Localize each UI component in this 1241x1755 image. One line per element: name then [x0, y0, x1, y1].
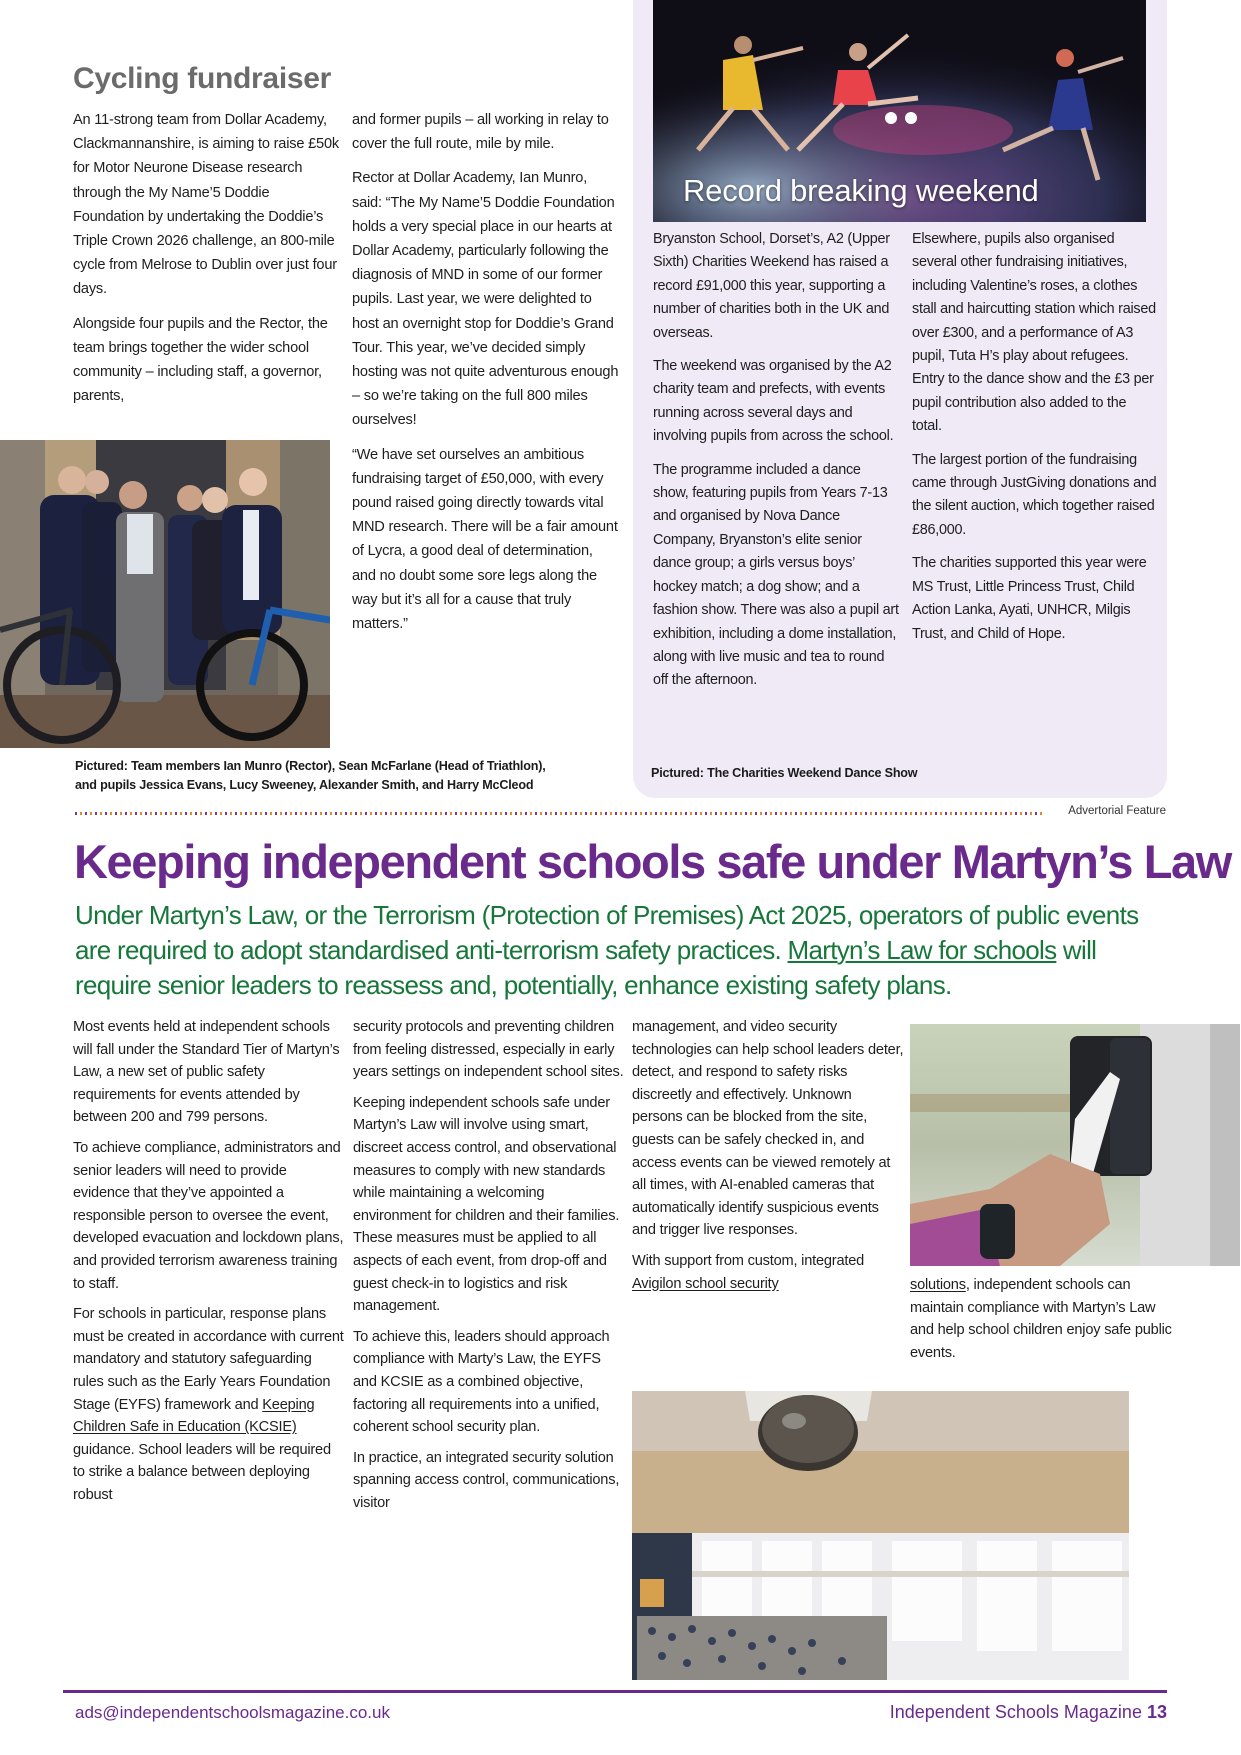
record-article-column-2 [912, 228, 1158, 646]
paragraph: and former pupils – all working in relay to cover the full route, mile by mile. [352, 112, 609, 153]
access-control-photo [910, 1024, 1240, 1266]
paragraph: The charities supported this year were MS Trust, Little Princess Trust, Child Action Lanka, Ayati, UNHCR, Milgis Trust, and Child of Hope. [912, 555, 1147, 642]
footer-rule [63, 1690, 1167, 1693]
martyns-law-column-1 [73, 1016, 345, 1506]
paragraph [632, 1250, 904, 1295]
martyns-law-for-schools-link[interactable]: Martyn’s Law for schools [787, 935, 1057, 965]
paragraph: The weekend was organised by the A2 charity team and prefects, with events running across several days and involving pupils from across the school. [653, 358, 894, 445]
paragraph: To achieve this, leaders should approach compliance with Marty’s Law, the EYFS and KCSIE as a combined objective, factoring all requirements into a unified, coherent school security plan. [353, 1328, 610, 1436]
martyns-law-column-4 [910, 1274, 1180, 1364]
paragraph: Elsewhere, pupils also organised several other fundraising initiatives, including Valentine’s roses, a clothes stall and haircutting station which raised over £300, and a performance of A3 pupil, Tuta H’s play about refugees. Entry to the dance show and the £3 per pupil contribution also added to the total. [912, 231, 1156, 435]
dotted-divider [75, 812, 1045, 815]
dance-show-photo [653, 0, 1146, 222]
paragraph-text: For schools in particular, response plans must be created in accordance with current mandatory and statutory safeguarding rules such as the Early Years Foundation Stage (EYFS) framework and [73, 1306, 344, 1413]
cycling-article-column-2 [352, 108, 620, 636]
martyns-law-column-2 [353, 1016, 625, 1514]
record-article-column-1 [653, 228, 899, 693]
page-number: 13 [1146, 1702, 1167, 1722]
magazine-name: Independent Schools Magazine [889, 1702, 1142, 1722]
paragraph: Most events held at independent schools will fall under the Standard Tier of Martyn’s Law, a new set of public safety requirements for events attended by between 200 and 799 persons. [73, 1019, 340, 1126]
dance-photo-caption: Pictured: The Charities Weekend Dance Show [651, 766, 918, 780]
paragraph: management, and video security technologies can help school leaders deter, detect, and respond to safety risks discreetly and effectively. Unknown persons can be blocked from the site, guests can be safely checked in, and access events can be viewed remotely at all times, with AI-enabled cameras that automatically identify suspicious events and trigger live responses. [632, 1019, 904, 1239]
paragraph: Keeping independent schools safe under Martyn’s Law will involve using smart, discreet access control, and observational measures to comply with new standards while maintaining a welcoming environment for children and their families. These measures must be applied to all aspects of each event, from drop-off and guest check-in to logistics and risk management. [353, 1094, 620, 1315]
cycling-fundraiser-heading: Cycling fundraiser [73, 62, 331, 95]
paragraph: An 11-strong team from Dollar Academy, Clackmannanshire, is aiming to raise £50k for Motor Neurone Disease research through the My Name’5 Doddie Foundation by undertaking the Doddie’s Triple Crown 2026 challenge, an 800-mile cycle from Melrose to Dublin over just four days. [73, 112, 339, 298]
paragraph: security protocols and preventing children from feeling distressed, especially in early years settings on independent school sites. [353, 1019, 624, 1081]
security-camera-hall-image [632, 1391, 1129, 1680]
advertorial-feature-label: Advertorial Feature [1068, 805, 1166, 817]
caption-line: and pupils Jessica Evans, Lucy Sweeney, Alexander Smith, and Harry McCleod [75, 778, 534, 792]
cctv-camera-photo [632, 1391, 1129, 1680]
kcsie-link[interactable]: Keeping Children Safe in Education (KCSIE) [73, 1396, 315, 1436]
standfirst-text: Under Martyn’s Law, or the Terrorism (Protection of Premises) Act 2025, operators of public events are required to adopt standardised anti-terrorism safety practices. [75, 900, 1139, 965]
team-with-bikes-image [0, 440, 330, 748]
paragraph: Alongside four pupils and the Rector, the team brings together the wider school community – including staff, a governor, parents, [73, 315, 328, 405]
cycling-photo-caption [75, 757, 630, 795]
paragraph [73, 1303, 345, 1506]
card-reader-image [910, 1024, 1240, 1266]
advertising-email-link[interactable]: ads@independentschoolsmagazine.co.uk [75, 1703, 390, 1722]
martyns-law-headline: Keeping independent schools safe under Martyn’s Law [74, 835, 1231, 888]
paragraph-text: With support from custom, integrated [632, 1252, 865, 1269]
standfirst-text: will require senior leaders to reassess and, potentially, enhance existing safety plans. [75, 935, 1097, 1000]
paragraph: The programme included a dance show, featuring pupils from Years 7-13 and organised by Nova Dance Company, Bryanston’s elite senior dance group; a girls versus boys’ hockey match; a dog show; and a fashion show. There was also a pupil art exhibition, including a dome installation, along with live music and tea to round off the afternoon. [653, 461, 899, 689]
paragraph [910, 1274, 1180, 1364]
paragraph: Rector at Dollar Academy, Ian Munro, said: “The My Name’5 Doddie Foundation holds a very special place in our hearts at Dollar Academy, particularly following the diagnosis of MND in some of our former pupils. Last year, we were delighted to host an overnight stop for Doddie’s Grand Tour. This year, we’ve decided simply hosting was not quite adventurous enough – so we’re taking on the full 800 miles ourselves! [352, 170, 619, 429]
magazine-page-footer [890, 1702, 1167, 1723]
paragraph: Bryanston School, Dorset’s, A2 (Upper Sixth) Charities Weekend has raised a record £91,000 this year, supporting a number of charities both in the UK and overseas. [653, 231, 890, 341]
paragraph: To achieve compliance, administrators and senior leaders will need to provide evidence that they’ve appointed a responsible person to oversee the event, developed evacuation and lockdown plans, and provided terrorism awareness training to staff. [73, 1139, 344, 1292]
record-breaking-weekend-heading: Record breaking weekend [683, 173, 1039, 208]
martyns-law-column-3 [632, 1016, 904, 1295]
cycling-team-photo [0, 440, 330, 748]
paragraph-text: guidance. School leaders will be required to strike a balance between deploying robust [73, 1441, 331, 1503]
cycling-article-column-1 [73, 108, 341, 408]
paragraph: “We have set ourselves an ambitious fundraising target of £50,000, with every pound raised going directly towards vital MND research. There will be a fair amount of Lycra, a good deal of determination, and no doubt some sore legs along the way but it’s all for a cause that truly matters.” [352, 446, 618, 633]
record-breaking-weekend-panel [633, 0, 1167, 798]
solutions-link[interactable]: solutions [910, 1277, 966, 1293]
paragraph-text: , independent schools can maintain compliance with Martyn’s Law and help school children enjoy safe public events. [910, 1277, 1172, 1361]
paragraph: The largest portion of the fundraising came through JustGiving donations and the silent auction, which together raised £86,000. [912, 451, 1157, 538]
avigilon-school-security-link[interactable]: Avigilon school security [632, 1275, 779, 1292]
paragraph: In practice, an integrated security solution spanning access control, communications, visitor [353, 1449, 620, 1511]
martyns-law-standfirst [75, 898, 1170, 1003]
caption-line: Pictured: Team members Ian Munro (Rector), Sean McFarlane (Head of Triathlon), [75, 759, 546, 773]
